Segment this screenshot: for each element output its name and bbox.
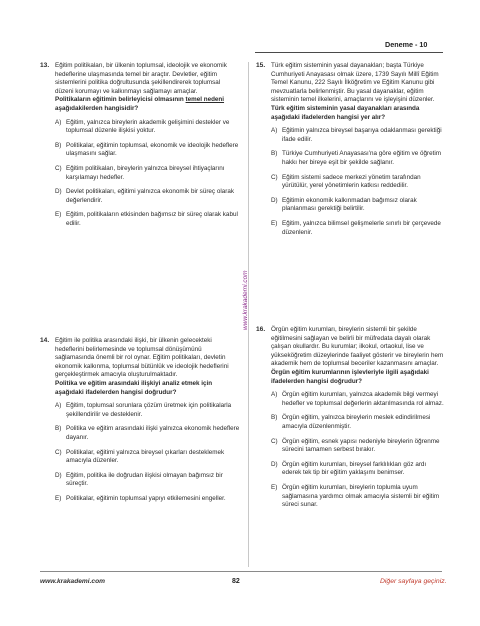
- option-text: Örgün eğitim kurumları, bireylerin toplumla uyum sağlamasına yardımcı olmak amacıyla sistemli bir eğitim süreci sunar.: [282, 483, 440, 509]
- option-d[interactable]: [55, 472, 240, 489]
- option-text: Politika ve eğitim arasındaki ilişki yalnızca ekonomik hedeflere dayanır.: [66, 425, 240, 441]
- option-letter: D): [55, 188, 62, 196]
- question-number: 16.: [256, 326, 266, 333]
- option-letter: B): [55, 141, 62, 149]
- prompt-part: aşağıdakilerden hangisidir?: [55, 104, 139, 112]
- option-letter: C): [55, 448, 62, 456]
- option-letter: C): [271, 173, 278, 181]
- answer-options: [55, 402, 240, 503]
- question-16: [256, 326, 444, 516]
- option-c[interactable]: [55, 165, 240, 182]
- option-b[interactable]: [55, 142, 240, 159]
- answer-options: [271, 391, 444, 510]
- option-text: Türkiye Cumhuriyeti Anayasası'na göre eğitim ve öğretim hakkı her bireye eşit bir şekilde sağlanır.: [282, 150, 442, 166]
- option-b[interactable]: [55, 425, 240, 442]
- page-number: 82: [232, 578, 240, 585]
- option-letter: E): [55, 211, 62, 219]
- option-c[interactable]: [271, 438, 444, 455]
- question-prompt: Örgün eğitim kurumlarının işlevleriyle ilgili aşağıdaki ifadelerden hangisi doğrudur?: [271, 368, 429, 385]
- option-letter: D): [271, 196, 278, 204]
- option-text: Eğitim sistemi sadece merkezi yönetim tarafından yürütülür, yerel yönetimlerin katkısı reddedilir.: [282, 173, 421, 190]
- option-b[interactable]: [271, 150, 444, 167]
- question-text: Eğitim ile politika arasındaki ilişki, bir ülkenin gelecekteki hedeflerini belirlemesinde ve toplumsal dönüşümünü sağlamasında önemli bir rol oynar. Eğitim politikaları, devletin ekonomik kalkınma, toplumsal bütünlük ve ideolojik hedeflerini gerçekleştirmek amacıyla oluşturulmaktadır.: [55, 337, 229, 379]
- option-letter: B): [271, 414, 278, 422]
- option-letter: D): [271, 460, 278, 468]
- option-e[interactable]: [55, 211, 240, 228]
- footer-website-link[interactable]: www.krakademi.com: [40, 578, 105, 585]
- prompt-part: Politikaların eğitimin belirleyicisi olmasının: [55, 96, 186, 104]
- option-text: Eğitim, politikaların etkisinden bağımsız bir süreç olarak kabul edilir.: [66, 211, 238, 227]
- option-letter: C): [271, 437, 278, 445]
- footer-divider: [40, 571, 442, 572]
- option-e[interactable]: [55, 495, 240, 504]
- option-letter: A): [55, 402, 62, 410]
- option-text: Örgün eğitim, yalnızca bireylerin meslek edindirilmesi amacıyla düzenlenmiştir.: [282, 414, 431, 430]
- question-prompt: Türk eğitim sisteminin yasal dayanakları arasında aşağıdaki ifadelerden hangisi yer alır?: [271, 104, 420, 121]
- option-letter: E): [271, 483, 278, 491]
- exam-title: Deneme - 10: [385, 40, 428, 49]
- option-letter: D): [55, 471, 62, 479]
- option-text: Örgün eğitim, esnek yapısı nedeniyle bireylerin öğrenme sürecini tamamen serbest bırakır.: [282, 437, 440, 454]
- question-prompt: [55, 96, 240, 113]
- option-text: Eğitim politikaları, bireylerin yalnızca bireysel ihtiyaçlarını karşılamayı hedefler.: [66, 164, 225, 181]
- option-letter: A): [271, 127, 278, 135]
- option-c[interactable]: [271, 174, 444, 191]
- option-a[interactable]: [271, 127, 444, 144]
- option-d[interactable]: [271, 197, 444, 214]
- option-text: Politikalar, eğitimi yalnızca bireysel çıkarları desteklemek amacıyla düzenler.: [66, 448, 225, 465]
- option-text: Örgün eğitim kurumları, yalnızca akademik bilgi vermeyi hedefler ve toplumsal değerlerin aktarılmasında rol almaz.: [282, 391, 444, 407]
- option-a[interactable]: [55, 119, 240, 136]
- option-d[interactable]: [55, 188, 240, 205]
- option-text: Eğitimin ekonomik kalkınmadan bağımsız olarak planlanması gerektiği belirtilir.: [282, 196, 417, 213]
- option-e[interactable]: [271, 484, 444, 510]
- option-text: Eğitim, toplumsal sorunlara çözüm üretmek için politikalarla şekillendirilir ve desteklenir.: [66, 402, 232, 418]
- answer-options: [271, 127, 444, 237]
- option-letter: E): [55, 494, 62, 502]
- option-a[interactable]: [271, 391, 444, 408]
- option-d[interactable]: [271, 461, 444, 478]
- prompt-emphasis: temel nedeni: [185, 96, 225, 104]
- option-text: Eğitimin yalnızca bireysel başarıya odaklanması gerektiği ifade edilir.: [282, 127, 442, 143]
- header-divider: [255, 52, 443, 53]
- option-text: Politikalar, eğitimin toplumsal yapıyı etkilemesini engeller.: [66, 494, 226, 502]
- question-prompt: Politika ve eğitim arasındaki ilişkiyi analiz etmek için aşağıdaki ifadelerden hangisi doğrudur?: [55, 379, 213, 396]
- question-number: 15.: [256, 62, 266, 69]
- option-letter: A): [271, 391, 278, 399]
- question-number: 14.: [40, 337, 50, 344]
- answer-options: [55, 119, 240, 229]
- option-b[interactable]: [271, 414, 444, 431]
- option-letter: B): [55, 425, 62, 433]
- option-text: Eğitim, yalnızca bireylerin akademik gelişimini destekler ve toplumsal düzenle ilişkisi yoktur.: [66, 118, 230, 135]
- option-letter: E): [271, 219, 278, 227]
- option-text: Eğitim, politika ile doğrudan ilişkisi olmayan bağımsız bir süreçtir.: [66, 471, 223, 488]
- question-14: [40, 337, 240, 510]
- next-page-note: Diğer sayfaya geçiniz.: [380, 578, 447, 585]
- option-text: Politikalar, eğitimin toplumsal, ekonomik ve ideolojik hedeflere ulaşmasını sağlar.: [66, 141, 239, 158]
- option-text: Örgün eğitim kurumları, bireysel farklılıkları göz ardı ederek tek tip bir eğitim yaklaşımı benimser.: [282, 460, 427, 477]
- option-letter: A): [55, 118, 62, 126]
- option-text: Eğitim, yalnızca bilimsel gelişmelerle sınırlı bir çerçevede düzenlenir.: [282, 219, 441, 236]
- question-text: Eğitim politikaları, bir ülkenin toplumsal, ideolojik ve ekonomik hedeflerine ulaşmasında temel bir araçtır. Devletler, eğitim sistemlerini politika doğrultusunda şekillendirerek toplumsal düzeni korumayı ve kalkınmayı sağlamayı amaçlar.: [55, 62, 227, 95]
- option-text: Devlet politikaları, eğitimi yalnızca ekonomik bir süreç olarak değerlendirir.: [66, 188, 234, 204]
- option-e[interactable]: [271, 220, 444, 237]
- option-letter: C): [55, 164, 62, 172]
- option-letter: B): [271, 150, 278, 158]
- option-a[interactable]: [55, 402, 240, 419]
- question-number: 13.: [40, 62, 50, 69]
- question-text: Türk eğitim sisteminin yasal dayanakları; başta Türkiye Cumhuriyeti Anayasası olmak üzere, 1739 Sayılı Millî Eğitim Temel Kanunu, 222 Sayılı İlköğretim ve Eğitim Kanunu gibi mevzuatlarla belirlenmiştir. Bu yasal dayanaklar, eğitim sisteminin temel ilkelerini, amaçlarını ve işleyişini düzenler.: [271, 62, 439, 104]
- question-13: [40, 62, 240, 235]
- question-text: Örgün eğitim kurumları, bireylerin sistemli bir şekilde eğitilmesini sağlayan ve belirli bir müfredata dayalı olarak çalışan okullardır. Bu kurumlar; ilkokul, ortaokul, lise ve yükseköğretim düzeylerinde faaliyet gösterir ve bireylerin hem akademik hem de toplumsal beceriler kazanmasını amaçlar.: [271, 326, 444, 368]
- option-c[interactable]: [55, 449, 240, 466]
- question-15: [256, 62, 444, 243]
- watermark-text: www.krakademi.com: [242, 270, 249, 330]
